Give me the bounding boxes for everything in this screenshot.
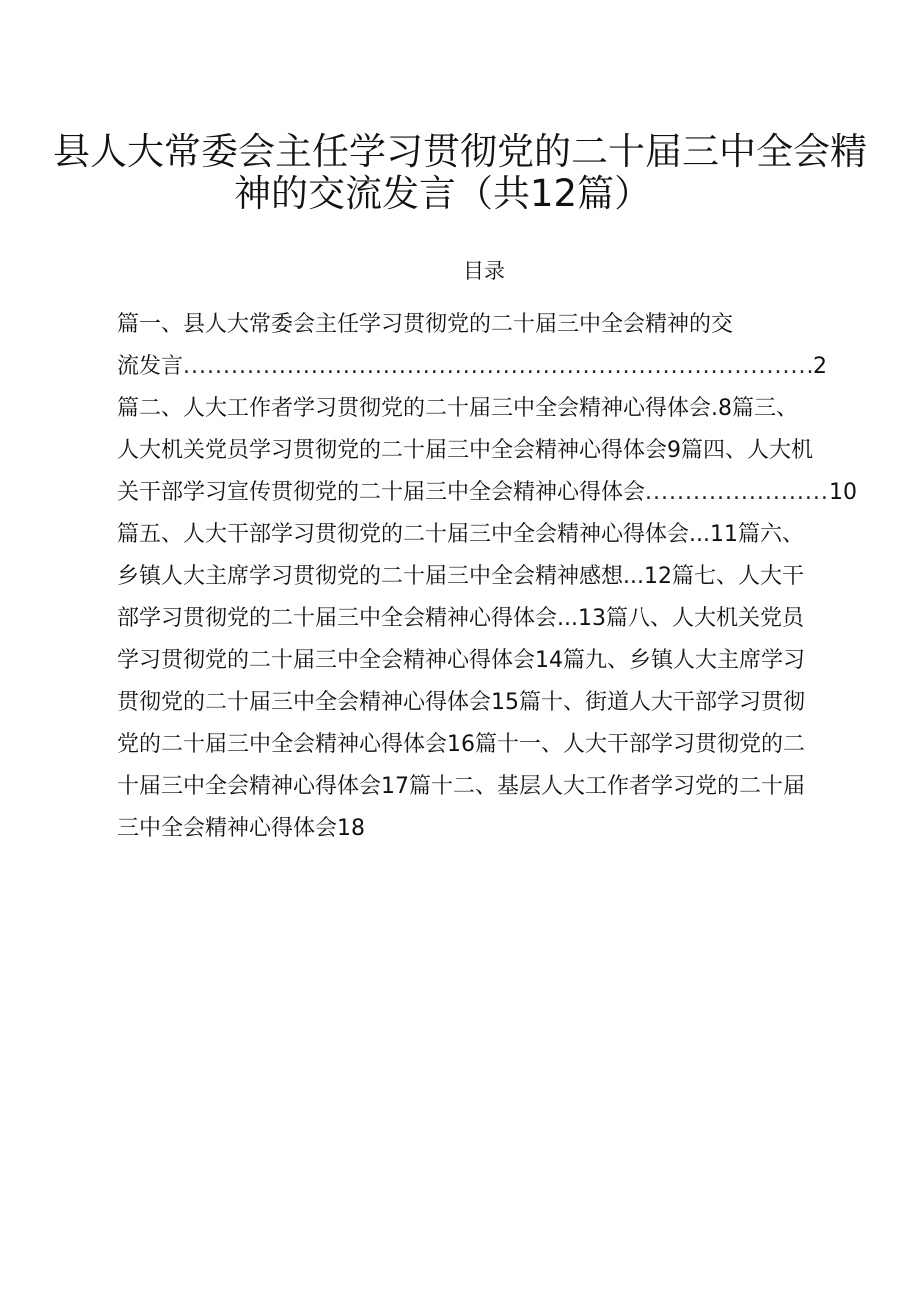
toc-line[interactable] <box>117 766 857 808</box>
toc-line-text: 篇五、人大干部学习贯彻党的二十届三中全会精神心得体会...11篇六、 <box>117 522 804 547</box>
toc-leader-dots <box>645 472 829 514</box>
toc-page-number: 2 <box>813 354 828 379</box>
toc-line-text: 人大机关党员学习贯彻党的二十届三中全会精神心得体会9篇四、人大机 <box>117 438 813 463</box>
toc-line-text: 学习贯彻党的二十届三中全会精神心得体会14篇九、乡镇人大主席学习 <box>117 648 805 673</box>
toc-line[interactable] <box>117 556 857 598</box>
toc-line[interactable] <box>117 472 857 514</box>
toc-line[interactable] <box>117 598 857 640</box>
toc-line[interactable] <box>117 430 857 472</box>
toc-line[interactable] <box>117 514 857 556</box>
document-title-line-2: 神的交流发言（共12篇） <box>234 172 652 215</box>
toc-line-text: 乡镇人大主席学习贯彻党的二十届三中全会精神感想...12篇七、人大干 <box>117 564 804 589</box>
toc-line[interactable] <box>117 346 857 388</box>
toc-line-text: 党的二十届三中全会精神心得体会16篇十一、人大干部学习贯彻党的二 <box>117 732 805 757</box>
toc-line[interactable] <box>117 388 857 430</box>
toc-line-text: 篇一、县人大常委会主任学习贯彻党的二十届三中全会精神的交 <box>117 312 734 337</box>
toc-line[interactable] <box>117 304 857 346</box>
toc-line-text: 部学习贯彻党的二十届三中全会精神心得体会...13篇八、人大机关党员 <box>117 606 804 631</box>
toc-line[interactable] <box>117 808 857 850</box>
document-title-line-1: 县人大常委会主任学习贯彻党的二十届三中全会精 <box>53 130 867 173</box>
toc-leader-dots <box>183 346 813 388</box>
toc-line-text: 十届三中全会精神心得体会17篇十二、基层人大工作者学习党的二十届 <box>117 774 805 799</box>
toc-line[interactable] <box>117 724 857 766</box>
toc-heading: 目录 <box>463 259 505 283</box>
table-of-contents <box>117 304 857 850</box>
toc-line-text: 关干部学习宣传贯彻党的二十届三中全会精神心得体会 <box>117 480 646 505</box>
toc-line[interactable] <box>117 640 857 682</box>
toc-line-text: 贯彻党的二十届三中全会精神心得体会15篇十、街道人大干部学习贯彻 <box>117 690 805 715</box>
toc-line-text: 篇二、人大工作者学习贯彻党的二十届三中全会精神心得体会.8篇三、 <box>117 396 798 421</box>
toc-line-text: 三中全会精神心得体会18 <box>117 816 365 841</box>
toc-page-number: 10 <box>829 480 857 505</box>
toc-line-text: 流发言 <box>117 354 184 379</box>
toc-line[interactable] <box>117 682 857 724</box>
